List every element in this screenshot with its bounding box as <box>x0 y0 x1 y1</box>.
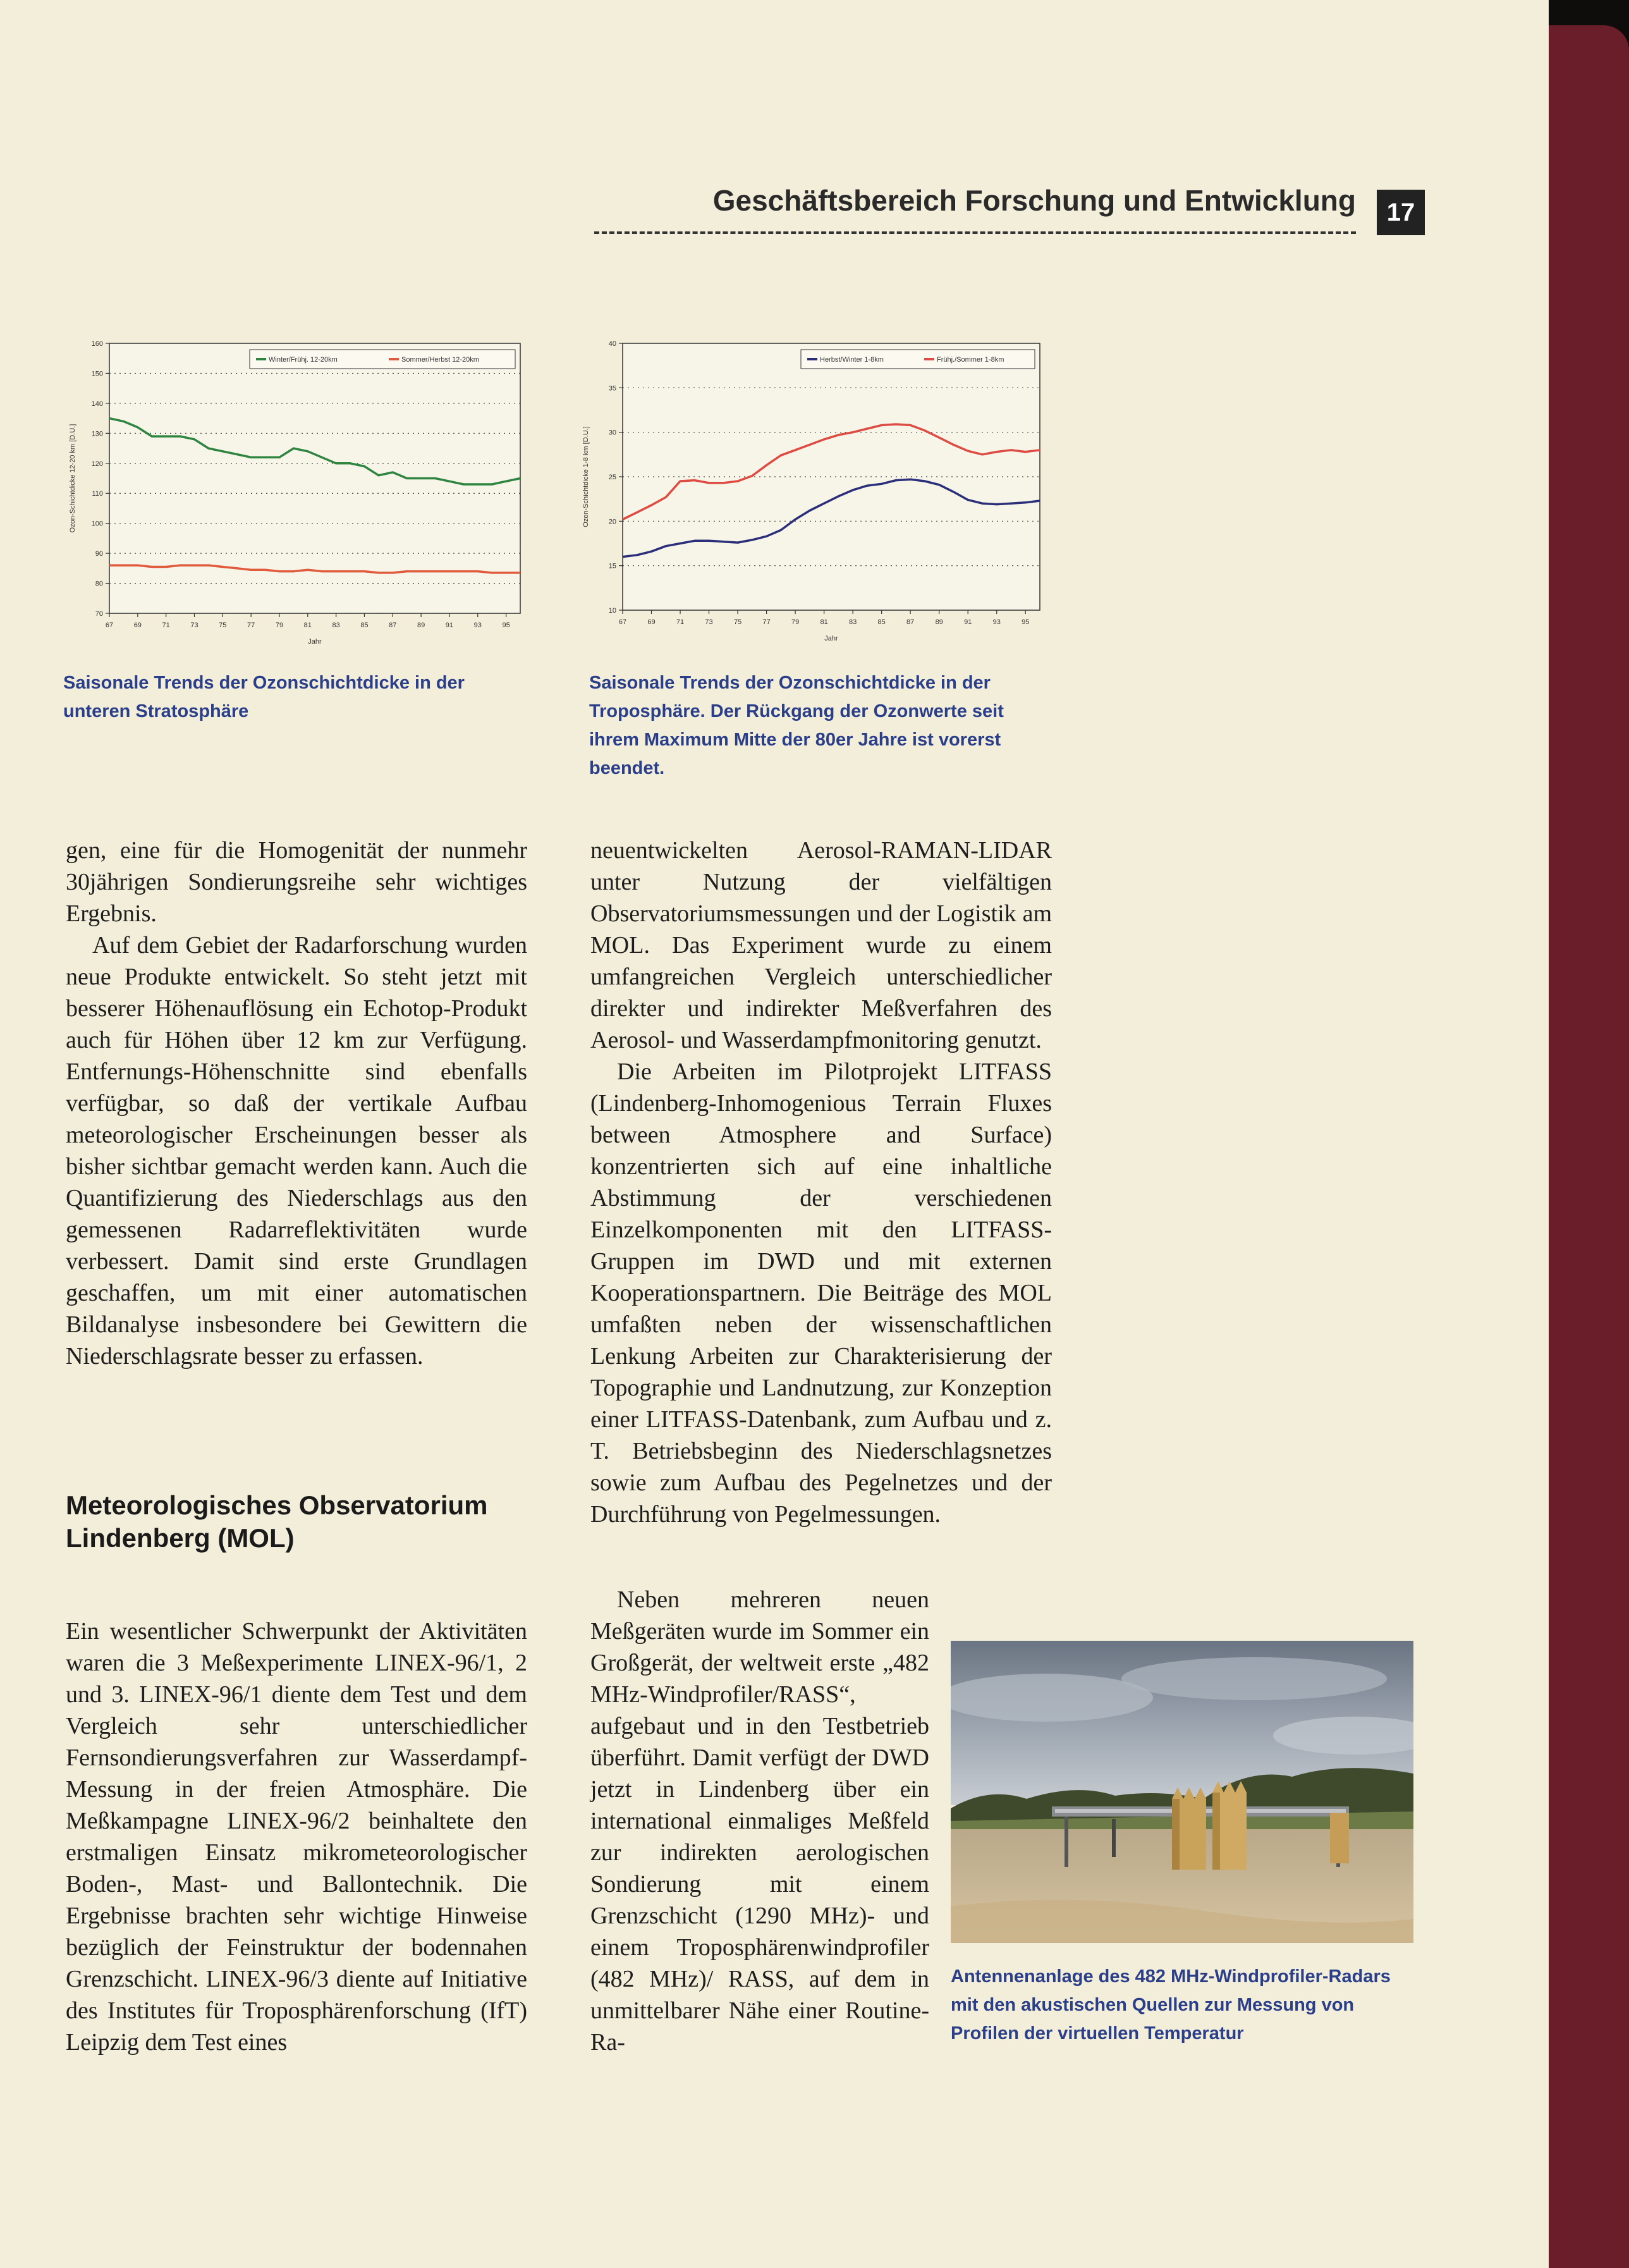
chart-stratosphere <box>49 332 536 654</box>
x-axis-label: Jahr <box>824 635 838 642</box>
x-tick-label: 85 <box>360 622 369 629</box>
y-tick-label: 10 <box>608 607 616 615</box>
right-column-upper <box>590 835 1052 1530</box>
x-tick-label: 71 <box>676 618 685 626</box>
y-tick-label: 20 <box>608 518 616 526</box>
y-tick-label: 25 <box>608 474 616 481</box>
antenna-photo-svg <box>951 1641 1413 1943</box>
y-tick-label: 140 <box>91 400 103 408</box>
caption-chart-stratosphere: Saisonale Trends der Ozonschichtdicke in der unteren Stratosphäre <box>63 673 465 721</box>
chart-stratosphere-svg <box>49 332 536 654</box>
x-tick-label: 81 <box>303 622 312 629</box>
right-paragraph-2: Die Arbeiten im Pilotprojekt LITFASS (Lindenberg-Inhomogenious Terrain Fluxes between Atmosphere and Surface) konzentrierten sich auf eine inhaltliche Abstimmung der verschiedenen Einzelkomponenten mit den LITFASS-Gruppen im DWD und mit externen Kooperationspartnern. Die Beiträge des MOL umfaßten neben der wissenschaftlichen Lenkung Arbeiten zur Charakterisierung der Topographie und Landnutzung, zur Konzeption einer LITFASS-Datenbank, zum Aufbau und z. T. Betriebsbeginn des Niederschlagsnetzes sowie zum Aufbau des Pegelnetzes und der Durchführung von Pegelmessungen. <box>590 1058 1052 1528</box>
caption-chart-troposphere: Saisonale Trends der Ozonschichtdicke in der Troposphäre. Der Rückgang der Ozonwerte seit ihrem Maximum Mitte der 80er Jahre ist vorerst beendet. <box>589 673 1004 778</box>
x-tick-label: 67 <box>105 622 114 629</box>
caption-photo: Antennenanlage des 482 MHz-Windprofiler-Radars mit den akustischen Quellen zur Messung von Profilen der virtuellen Temperatur <box>951 1966 1391 2044</box>
x-tick-label: 89 <box>417 622 425 629</box>
y-tick-label: 80 <box>95 580 103 588</box>
chart-troposphere <box>572 332 1059 654</box>
x-tick-label: 93 <box>473 622 482 629</box>
y-tick-label: 150 <box>91 370 103 378</box>
x-tick-label: 85 <box>877 618 886 626</box>
x-tick-label: 87 <box>906 618 915 626</box>
y-axis-label: Ozon-Schichtdicke 1-8 km [D.U.] <box>582 426 590 527</box>
x-tick-label: 75 <box>733 618 742 626</box>
x-tick-label: 95 <box>1022 618 1030 626</box>
y-tick-label: 30 <box>608 429 616 437</box>
y-tick-label: 100 <box>91 520 103 528</box>
x-tick-label: 95 <box>502 622 510 629</box>
x-tick-label: 89 <box>935 618 943 626</box>
right-paragraph-3: Neben mehreren neuen Meßgeräten wurde im Sommer ein Großgerät, der weltweit erste „482 MHz-Windprofiler/RASS“, aufgebaut und in den Testbetrieb überführt. Damit verfügt der DWD jetzt in Lindenberg über ein international einmaliges Meßfeld zur indirekten aerologischen Sondierung mit einem Grenzschicht (1290 MHz)- und einem Troposphärenwindprofiler (482 MHz)/ RASS, auf dem in unmittelbarer Nähe einer Routine-Ra- <box>590 1586 929 2056</box>
left-column-upper <box>66 835 527 1372</box>
y-tick-label: 15 <box>608 562 616 570</box>
left-column-lower <box>66 1615 527 2058</box>
x-tick-label: 93 <box>992 618 1001 626</box>
left-paragraph-2: Auf dem Gebiet der Radarforschung wurden neue Produkte entwickelt. So steht jetzt mit besserer Höhenauflösung ein Echotop-Produkt auch für Höhen über 12 km zur Verfügung. Entfernungs-Höhenschnitte sind ebenfalls verfügbar, so daß der vertikale Aufbau meteorologischer Erscheinungen besser als bisher sichtbar gemacht werden kann. Auch die Quantifizierung des Niederschlags aus den gemessenen Radarreflektivitäten wurde verbessert. Damit sind erste Grundlagen geschaffen, um mit einer automatischen Bildanalyse insbesondere bei Gewittern die Niederschlagsrate besser zu erfassen. <box>66 932 527 1370</box>
x-tick-label: 91 <box>445 622 454 629</box>
x-tick-label: 67 <box>618 618 627 626</box>
plot-area <box>109 343 520 613</box>
page-number: 17 <box>1377 190 1425 235</box>
x-tick-label: 83 <box>849 618 857 626</box>
right-paragraph-1: neuentwickelten Aerosol-RAMAN-LIDAR unter Nutzung der vielfältigen Observatoriumsmessungen und der Logistik am MOL. Das Experiment wurde zu einem umfangreichen Vergleich unterschiedlicher direkter und indirekter Meßverfahren des Aerosol- und Wasserdampfmonitoring genutzt. <box>590 837 1052 1053</box>
y-tick-label: 40 <box>608 340 616 348</box>
x-tick-label: 77 <box>762 618 771 626</box>
y-axis-label: Ozon-Schichtdicke 12-20 km [D.U.] <box>69 424 76 533</box>
legend-label: Winter/Frühj. 12-20km <box>269 356 338 364</box>
x-tick-label: 73 <box>705 618 713 626</box>
antenna-photo <box>951 1641 1413 1943</box>
legend-label: Sommer/Herbst 12-20km <box>401 356 479 364</box>
y-tick-label: 160 <box>91 340 103 348</box>
y-tick-label: 120 <box>91 460 103 468</box>
header-title: Geschäftsbereich Forschung und Entwicklung <box>712 184 1356 217</box>
right-column-lower <box>590 1584 929 2058</box>
header-rule <box>594 231 1356 234</box>
x-tick-label: 69 <box>647 618 656 626</box>
y-tick-label: 130 <box>91 430 103 438</box>
x-tick-label: 79 <box>275 622 284 629</box>
x-tick-label: 73 <box>190 622 198 629</box>
x-tick-label: 69 <box>133 622 142 629</box>
x-tick-label: 83 <box>332 622 340 629</box>
x-tick-label: 79 <box>791 618 800 626</box>
section-heading-mol: Meteorologisches Observatorium Lindenberg (MOL) <box>66 1490 488 1553</box>
chart-troposphere-svg <box>572 332 1059 654</box>
legend-label: Herbst/Winter 1-8km <box>820 356 884 364</box>
x-tick-label: 77 <box>247 622 255 629</box>
x-tick-label: 87 <box>389 622 397 629</box>
x-axis-label: Jahr <box>308 638 322 646</box>
y-tick-label: 110 <box>92 490 103 498</box>
x-tick-label: 81 <box>820 618 828 626</box>
x-tick-label: 75 <box>219 622 227 629</box>
y-tick-label: 90 <box>95 550 103 558</box>
left-paragraph-3: Ein wesentlicher Schwerpunkt der Aktivitäten waren die 3 Meßexperimente LINEX-96/1, 2 und 3. LINEX-96/1 diente dem Test und dem Vergleich sehr unterschiedlicher Fernsondierungsverfahren zur Wasserdampf-Messung in der freien Atmosphäre. Die Meßkampagne LINEX-96/2 beinhaltete den erstmaligen Einsatz mikrometeorologischer Boden-, Mast- und Ballontechnik. Die Ergebnisse brachten sehr wichtige Hinweise bezüglich der Feinstruktur der bodennahen Grenzschicht. LINEX-96/3 diente auf Initiative des Institutes für Troposphärenforschung (IfT) Leipzig dem Test eines <box>66 1618 527 2056</box>
y-tick-label: 70 <box>95 610 103 618</box>
y-tick-label: 35 <box>608 384 616 393</box>
x-tick-label: 91 <box>964 618 972 626</box>
running-header <box>594 183 1356 234</box>
left-paragraph-1: gen, eine für die Homogenität der nunmehr 30jährigen Sondierungsreihe sehr wichtiges Ergebnis. <box>66 837 527 927</box>
legend-label: Frühj./Sommer 1-8km <box>937 356 1004 364</box>
x-tick-label: 71 <box>162 622 170 629</box>
